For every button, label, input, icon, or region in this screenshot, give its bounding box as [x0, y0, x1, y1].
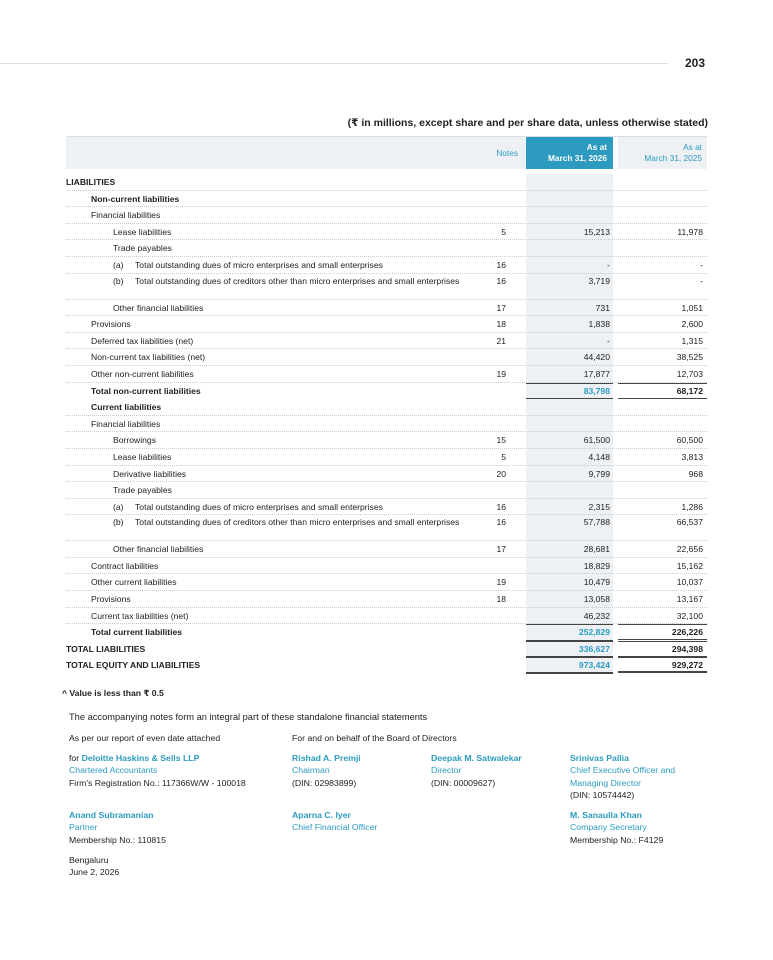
table-row — [66, 591, 707, 608]
auditor-block: for Deloitte Haskins & Sells LLP Chartered Accountants Firm's Registration No.: 117366W/W - 100018 — [69, 752, 284, 789]
row-current-value — [526, 482, 613, 499]
row-previous-value: 22,656 — [676, 544, 703, 555]
row-notes: 16 — [496, 501, 506, 512]
row-current-value — [526, 207, 613, 224]
balance-sheet-table — [66, 136, 707, 674]
ceo-name: Srinivas Pallia — [570, 753, 629, 763]
row-notes: 19 — [496, 577, 506, 588]
table-row — [66, 515, 707, 541]
row-previous-value: 3,813 — [681, 451, 703, 462]
table-row — [66, 300, 707, 317]
row-previous-value: 1,286 — [681, 501, 703, 512]
cs-title: Company Secretary — [570, 822, 647, 833]
cfo-block — [292, 809, 377, 834]
row-label: Trade payables — [113, 243, 172, 254]
table-row — [66, 333, 707, 350]
cfo-title: Chief Financial Officer — [292, 822, 378, 833]
row-current-value — [526, 416, 613, 433]
row-label: LIABILITIES — [66, 177, 116, 187]
table-row — [66, 349, 707, 366]
date: June 2, 2026 — [69, 867, 120, 878]
auditor-firm: Deloitte Haskins & Sells LLP — [81, 753, 200, 763]
row-previous-value: 32,100 — [676, 610, 703, 621]
row-sub-index: (b) — [113, 517, 124, 528]
row-label — [66, 276, 460, 287]
row-label: Total non-current liabilities — [91, 385, 201, 396]
row-previous-value: 60,500 — [676, 435, 703, 446]
row-sub-text: Total outstanding dues of micro enterprises and small enterprises — [135, 501, 383, 512]
row-current-value: 44,420 — [526, 349, 613, 366]
chairman-name: Rishad A. Premji — [292, 753, 361, 763]
accompanying-note: The accompanying notes form an integral part of these standalone financial statements — [69, 712, 428, 722]
top-rule — [0, 63, 668, 64]
header-gap-bg — [66, 137, 477, 169]
row-label: Other financial liabilities — [113, 544, 204, 555]
director-block — [431, 752, 522, 789]
table-row — [66, 174, 707, 191]
footnote: ^ Value is less than ₹ 0.5 — [62, 688, 164, 698]
row-previous-value: 929,272 — [618, 657, 707, 673]
row-label: Lease liabilities — [113, 451, 172, 462]
row-current-value: 252,829 — [526, 624, 613, 641]
row-sub-text: Total outstanding dues of creditors other than micro enterprises and small enterprises — [135, 275, 460, 286]
header-previous-year: As at March 31, 2025 — [618, 137, 707, 169]
row-current-value: 336,627 — [526, 641, 613, 658]
partner-name: Anand Subramanian — [69, 810, 154, 820]
row-label: Other current liabilities — [91, 577, 177, 588]
row-previous-value: 15,162 — [676, 560, 703, 571]
ceo-title-2: Managing Director — [570, 777, 641, 788]
table-row — [66, 466, 707, 483]
row-notes: 16 — [496, 275, 506, 286]
chairman-title: Chairman — [292, 765, 330, 776]
row-notes: 16 — [496, 259, 506, 270]
ceo-block — [570, 752, 675, 801]
row-previous-value: - — [700, 259, 703, 270]
row-previous-value: 1,315 — [681, 335, 703, 346]
table-row — [66, 207, 707, 224]
row-label: Current liabilities — [91, 402, 162, 413]
row-current-value: 17,877 — [526, 366, 613, 383]
chairman-din: (DIN: 02983899) — [292, 777, 357, 788]
row-current-value: 83,798 — [526, 383, 613, 400]
row-previous-value: - — [700, 275, 703, 286]
row-notes: 21 — [496, 335, 506, 346]
table-body — [66, 174, 707, 674]
row-previous-value: 226,226 — [618, 624, 707, 640]
auditor-type: Chartered Accountants — [69, 765, 158, 776]
table-row — [66, 657, 707, 674]
table-row — [66, 641, 707, 658]
row-sub-index: (b) — [113, 275, 124, 286]
table-row — [66, 240, 707, 257]
row-notes: 17 — [496, 544, 506, 555]
row-sub-index: (a) — [113, 501, 124, 512]
table-row — [66, 541, 707, 558]
row-current-value: 10,479 — [526, 574, 613, 591]
row-label: Provisions — [91, 319, 131, 330]
row-notes: 18 — [496, 319, 506, 330]
row-label: Total current liabilities — [91, 627, 183, 638]
row-current-value — [526, 240, 613, 257]
header-current-year: As at March 31, 2026 — [526, 137, 613, 169]
row-previous-value: 66,537 — [676, 517, 703, 528]
board-text: For and on behalf of the Board of Directors — [292, 733, 457, 743]
row-previous-value: 11,978 — [677, 226, 703, 237]
row-sub-index: (a) — [113, 259, 124, 270]
page-number: 203 — [685, 56, 706, 70]
cs-block — [570, 809, 663, 846]
place: Bengaluru — [69, 855, 109, 865]
row-current-value: 46,232 — [526, 608, 613, 625]
row-label: Other non-current liabilities — [91, 368, 194, 379]
row-previous-value: 38,525 — [676, 352, 703, 363]
table-row — [66, 608, 707, 625]
row-current-value — [526, 174, 613, 191]
row-sub-text: Total outstanding dues of micro enterprises and small enterprises — [135, 259, 383, 270]
row-label: Other financial liabilities — [113, 302, 204, 313]
table-row — [66, 432, 707, 449]
row-label: Financial liabilities — [91, 210, 161, 221]
row-current-value — [526, 191, 613, 208]
table-row — [66, 624, 707, 641]
row-current-value: 3,719 — [526, 274, 613, 300]
table-row — [66, 416, 707, 433]
cs-name: M. Sanaulla Khan — [570, 810, 642, 820]
row-notes: 18 — [496, 594, 506, 605]
table-row — [66, 482, 707, 499]
table-row — [66, 257, 707, 274]
row-label: Provisions — [91, 594, 131, 605]
report-text: As per our report of even date attached — [69, 733, 221, 743]
row-current-value: 973,424 — [526, 657, 613, 674]
row-sub-text: Total outstanding dues of creditors other than micro enterprises and small enterprises — [135, 517, 460, 528]
row-label: Financial liabilities — [91, 418, 161, 429]
row-current-value: 15,213 — [526, 224, 613, 241]
row-previous-value: 10,037 — [676, 577, 703, 588]
header-notes: Notes — [477, 137, 526, 169]
table-row — [66, 558, 707, 575]
director-din: (DIN: 00009627) — [431, 777, 496, 788]
row-previous-value: 968 — [688, 468, 703, 479]
row-previous-value: 2,600 — [681, 319, 703, 330]
row-notes: 19 — [496, 368, 506, 379]
row-current-value — [526, 399, 613, 416]
row-label: Deferred tax liabilities (net) — [91, 335, 194, 346]
partner-membership: Membership No.: 110815 — [69, 834, 166, 845]
row-current-value: 57,788 — [526, 515, 613, 541]
ceo-title-1: Chief Executive Officer and — [570, 765, 676, 776]
row-label: Contract liabilities — [91, 560, 159, 571]
table-row — [66, 316, 707, 333]
auditor-reg: Firm's Registration No.: 117366W/W - 100018 — [69, 777, 246, 788]
row-previous-value: 13,167 — [676, 594, 703, 605]
row-current-value: - — [526, 333, 613, 350]
row-label — [66, 517, 460, 528]
cs-membership: Membership No.: F4129 — [570, 834, 664, 845]
table-row — [66, 366, 707, 383]
place-date-block — [69, 854, 119, 879]
row-notes: 20 — [496, 468, 506, 479]
row-current-value: 2,315 — [526, 499, 613, 516]
row-previous-value: 12,703 — [676, 368, 703, 379]
ceo-din: (DIN: 10574442) — [570, 789, 635, 800]
row-label — [66, 499, 460, 515]
row-label: Lease liabilities — [113, 226, 172, 237]
row-previous-value: 294,398 — [618, 641, 707, 657]
row-current-value: 4,148 — [526, 449, 613, 466]
partner-block — [69, 809, 166, 846]
chairman-block — [292, 752, 361, 789]
row-notes: 5 — [501, 226, 506, 237]
row-current-value: 1,838 — [526, 316, 613, 333]
table-row — [66, 399, 707, 416]
row-label: Derivative liabilities — [113, 468, 187, 479]
row-current-value: 13,058 — [526, 591, 613, 608]
row-previous-value: 68,172 — [618, 383, 707, 399]
table-row — [66, 224, 707, 241]
row-current-value: 9,799 — [526, 466, 613, 483]
table-header — [66, 136, 707, 168]
row-label: Borrowings — [113, 435, 156, 446]
row-label: Trade payables — [113, 485, 172, 496]
director-name: Deepak M. Satwalekar — [431, 753, 522, 763]
row-current-value: 28,681 — [526, 541, 613, 558]
row-notes: 5 — [501, 451, 506, 462]
table-row — [66, 383, 707, 400]
table-row — [66, 191, 707, 208]
row-current-value: 18,829 — [526, 558, 613, 575]
table-row — [66, 574, 707, 591]
row-label: Non-current tax liabilities (net) — [91, 352, 206, 363]
cfo-name: Aparna C. Iyer — [292, 810, 351, 820]
row-label: Current tax liabilities (net) — [91, 610, 189, 621]
partner-title: Partner — [69, 822, 98, 833]
row-label: TOTAL LIABILITIES — [66, 643, 146, 654]
row-current-value: - — [526, 257, 613, 274]
row-previous-value: 1,051 — [681, 302, 703, 313]
row-current-value: 61,500 — [526, 432, 613, 449]
row-label — [66, 257, 460, 273]
table-row — [66, 449, 707, 466]
row-label: Non-current liabilities — [91, 193, 180, 204]
table-row — [66, 499, 707, 516]
row-notes: 15 — [496, 435, 506, 446]
row-notes: 16 — [496, 517, 506, 528]
row-notes: 17 — [496, 302, 506, 313]
director-title: Director — [431, 765, 462, 776]
row-current-value: 731 — [526, 300, 613, 317]
unit-note: (₹ in millions, except share and per share data, unless otherwise stated) — [347, 117, 708, 129]
row-label: TOTAL EQUITY AND LIABILITIES — [66, 660, 201, 671]
table-row — [66, 274, 707, 300]
